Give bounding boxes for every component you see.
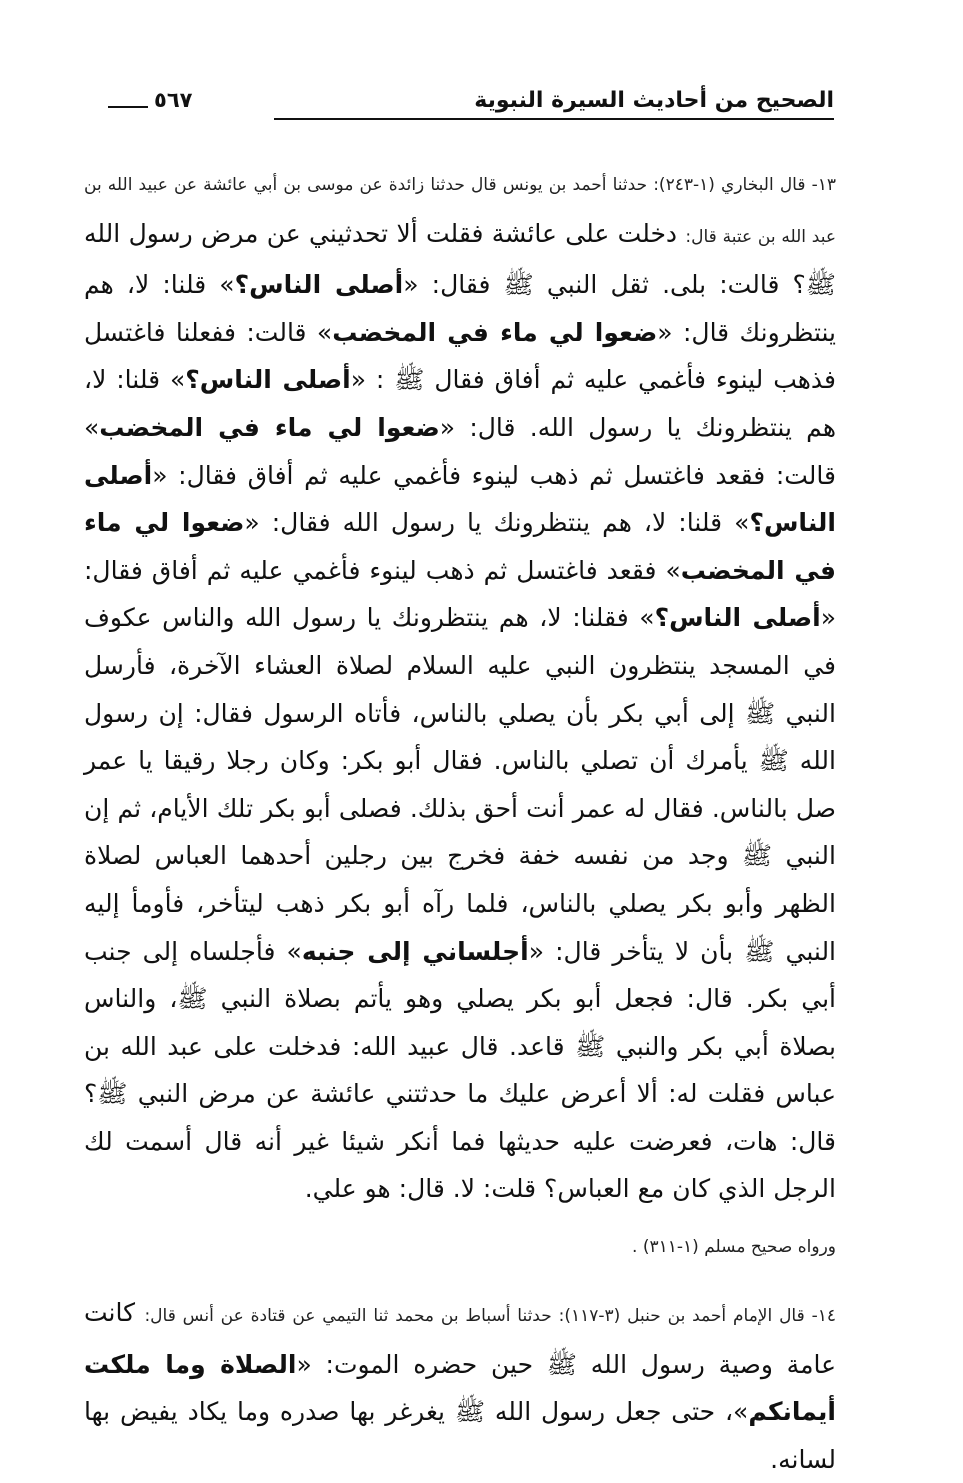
hadith-14-isnad: ١٤- قال الإمام أحمد بن حنبل (٣-١١٧): حدثنا أسباط بن محمد ثنا التيمي عن قتادة عن أنس قال: <box>144 1306 836 1327</box>
page-body <box>84 158 836 1483</box>
page-number-rule <box>108 106 148 108</box>
hadith-text: » فقلنا: لا، هم ينتظرونك يا رسول الله والناس عكوف في المسجد ينتظرون النبي عليه السلام لصلاة العشاء الآخرة، فأرسل النبي ﷺ إلى أبي بكر بأن يصلي بالناس، فأتاه الرسول فقال: إن رسول الله ﷺ يأمرك أن تصلي بالناس. فقال أبو بكر: وكان رجلا رقيقا يا عمر صل بالناس. فقال له عمر أنت أحق بذلك. فصلى أبو بكر تلك الأيام، ثم إن النبي ﷺ وجد من نفسه خفة فخرج بين رجلين أحدهما العباس لصلاة الظهر وأبو بكر يصلي بالناس، فلما رآه أبو بكر ذهب ليتأخر، فأومأ إليه النبي ﷺ بأن لا يتأخر قال: « <box>84 603 837 966</box>
hadith-text: » فأجلساه إلى جنب أبي بكر. قال: فجعل أبو بكر يصلي وهو يأتم بصلاة النبي ﷺ، والناس بصلاة أبي بكر والنبي ﷺ قاعد. قال عبيد الله: فدخلت على عبد الله بن عباس فقلت له: ألا أعرض عليك ما حدثتني عائشة عن مرض النبي ﷺ؟ قال: هات، فعرضت عليه حديثها فما أنكر شيئا غير أنه قال أسمت لك الرجل الذي كان مع العباس؟ قلت: لا. قال: هو علي. <box>84 936 836 1204</box>
hadith-13 <box>84 158 836 1213</box>
hadith-text: » قلنا: لا، هم ينتظرونك يا رسول الله فقال: « <box>244 508 750 538</box>
prophet-quote: ضعوا لي ماء في المخضب <box>84 508 837 585</box>
prophet-quote: أصلى الناس؟ <box>654 603 821 633</box>
prophet-quote: أصلى الناس؟ <box>84 460 836 538</box>
header-rule <box>274 118 834 120</box>
hadith-text: كانت عامة وصية رسول الله ﷺ حين حضره الموت: « <box>84 1298 836 1379</box>
hadith-text: » قالت: ففعلنا فاغتسل فذهب لينوء فأغمي عليه ثم أفاق فقال ﷺ : « <box>84 317 837 395</box>
hadith-text: » قلنا: لا، هم ينتظرونك يا رسول الله. قال: « <box>84 365 836 442</box>
page-number: ٥٦٧ <box>154 88 193 112</box>
prophet-quote: ضعوا لي ماء في المخضب <box>332 317 658 347</box>
prophet-quote: أجلساني إلى جنبه <box>301 936 529 966</box>
prophet-quote: أصلى الناس؟ <box>234 270 404 300</box>
hadith-13-isnad: ١٣- قال البخاري (١-٢٤٣): حدثنا أحمد بن يونس قال حدثنا زائدة عن موسى بن أبي عائشة عن عبيد الله بن عبد الله بن عتبة قال: <box>84 175 836 247</box>
hadith-14 <box>84 1289 836 1483</box>
running-header <box>108 84 834 124</box>
prophet-quote: الصلاة وما ملكت أيمانكم <box>84 1349 836 1427</box>
hadith-text: »، حتى جعل رسول الله ﷺ يغرغر بها صدره وما يكاد يفيض بها لسانه. <box>84 1397 836 1474</box>
hadith-text: » فقعد فاغتسل ثم ذهب لينوء فأغمي عليه ثم أفاق فقال: « <box>84 555 836 633</box>
hadith-text: » قالت: فقعد فاغتسل ثم ذهب لينوء فأغمي عليه ثم أفاق فقال: « <box>84 412 836 490</box>
hadith-13-reference: ورواه صحيح مسلم (١-٣١١) . <box>632 1237 836 1258</box>
prophet-quote: ضعوا لي ماء في المخضب <box>99 412 440 442</box>
book-title: الصحيح من أحاديث السيرة النبوية <box>474 88 834 113</box>
hadith-text: دخلت على عائشة فقلت ألا تحدثيني عن مرض رسول الله ﷺ؟ قالت: بلى. ثقل النبي ﷺ فقال: « <box>84 218 836 300</box>
hadith-text: » قلنا: لا، هم ينتظرونك قال: « <box>84 270 836 347</box>
prophet-quote: أصلى الناس؟ <box>185 365 351 395</box>
